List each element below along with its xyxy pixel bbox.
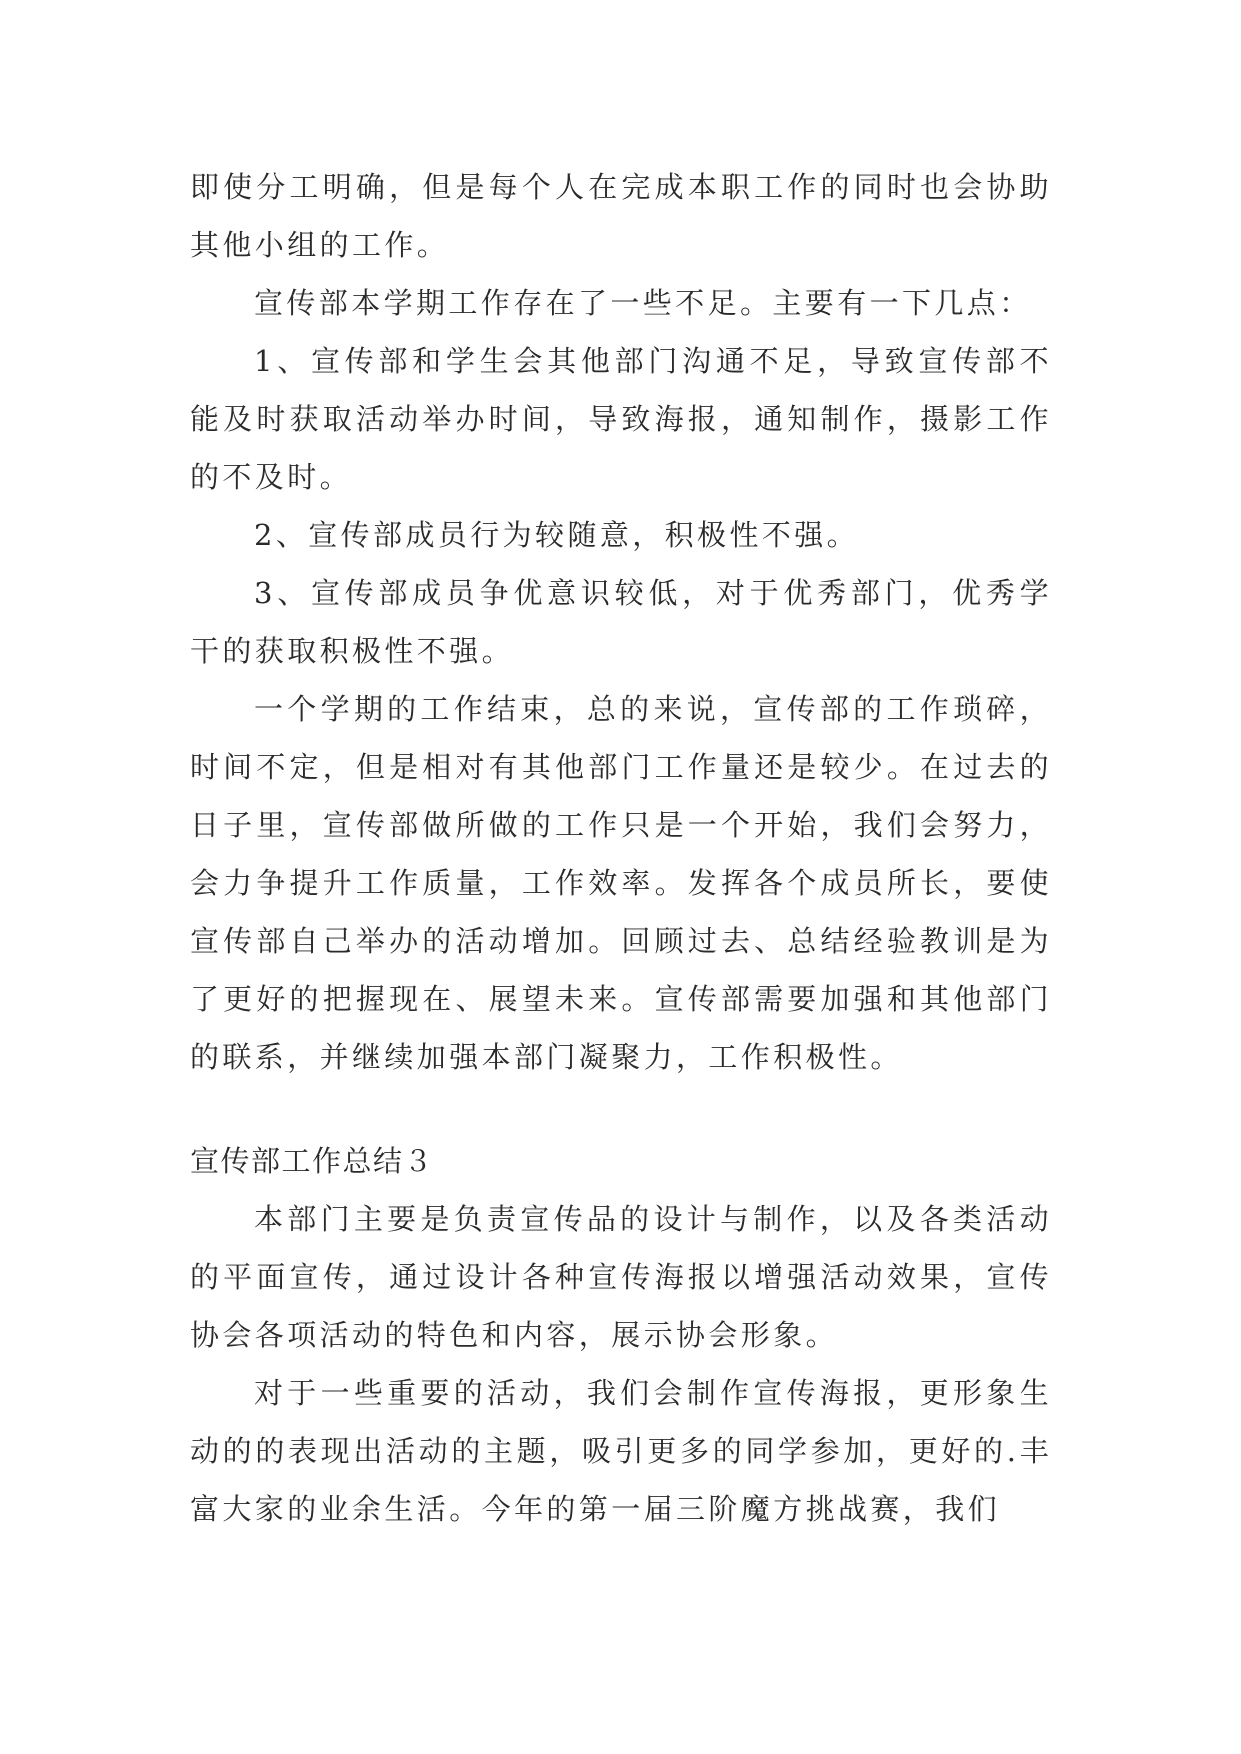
paragraph: 即使分工明确，但是每个人在完成本职工作的同时也会协助其他小组的工作。 — [190, 170, 1052, 262]
list-item-paragraph: 1、宣传部和学生会其他部门沟通不足，导致宣传部不能及时获取活动举办时间，导致海报，通知制作，摄影工作的不及时。 — [190, 344, 1052, 494]
paragraph: 对于一些重要的活动，我们会制作宣传海报，更形象生动的的表现出活动的主题，吸引更多的同学参加，更好的.丰富大家的业余生活。今年的第一届三阶魔方挑战赛，我们 — [190, 1376, 1052, 1526]
section-heading: 宣传部工作总结３ — [190, 1144, 435, 1178]
list-item-paragraph: 2、宣传部成员行为较随意，积极性不强。 — [254, 518, 860, 552]
paragraph: 本部门主要是负责宣传品的设计与制作，以及各类活动的平面宣传，通过设计各种宣传海报以增强活动效果，宣传协会各项活动的特色和内容，展示协会形象。 — [190, 1202, 1052, 1352]
paragraph: 一个学期的工作结束，总的来说，宣传部的工作琐碎，时间不定，但是相对有其他部门工作量还是较少。在过去的日子里，宣传部做所做的工作只是一个开始，我们会努力，会力争提升工作质量，工作效率。发挥各个成员所长，要使宣传部自己举办的活动增加。回顾过去、总结经验教训是为了更好的把握现在、展望未来。宣传部需要加强和其他部门的联系，并继续加强本部门凝聚力，工作积极性。 — [190, 692, 1052, 1074]
list-item-paragraph: 3、宣传部成员争优意识较低，对于优秀部门，优秀学干的获取积极性不强。 — [190, 576, 1052, 668]
paragraph: 宣传部本学期工作存在了一些不足。主要有一下几点： — [254, 286, 1032, 320]
document-body — [190, 158, 1052, 1538]
